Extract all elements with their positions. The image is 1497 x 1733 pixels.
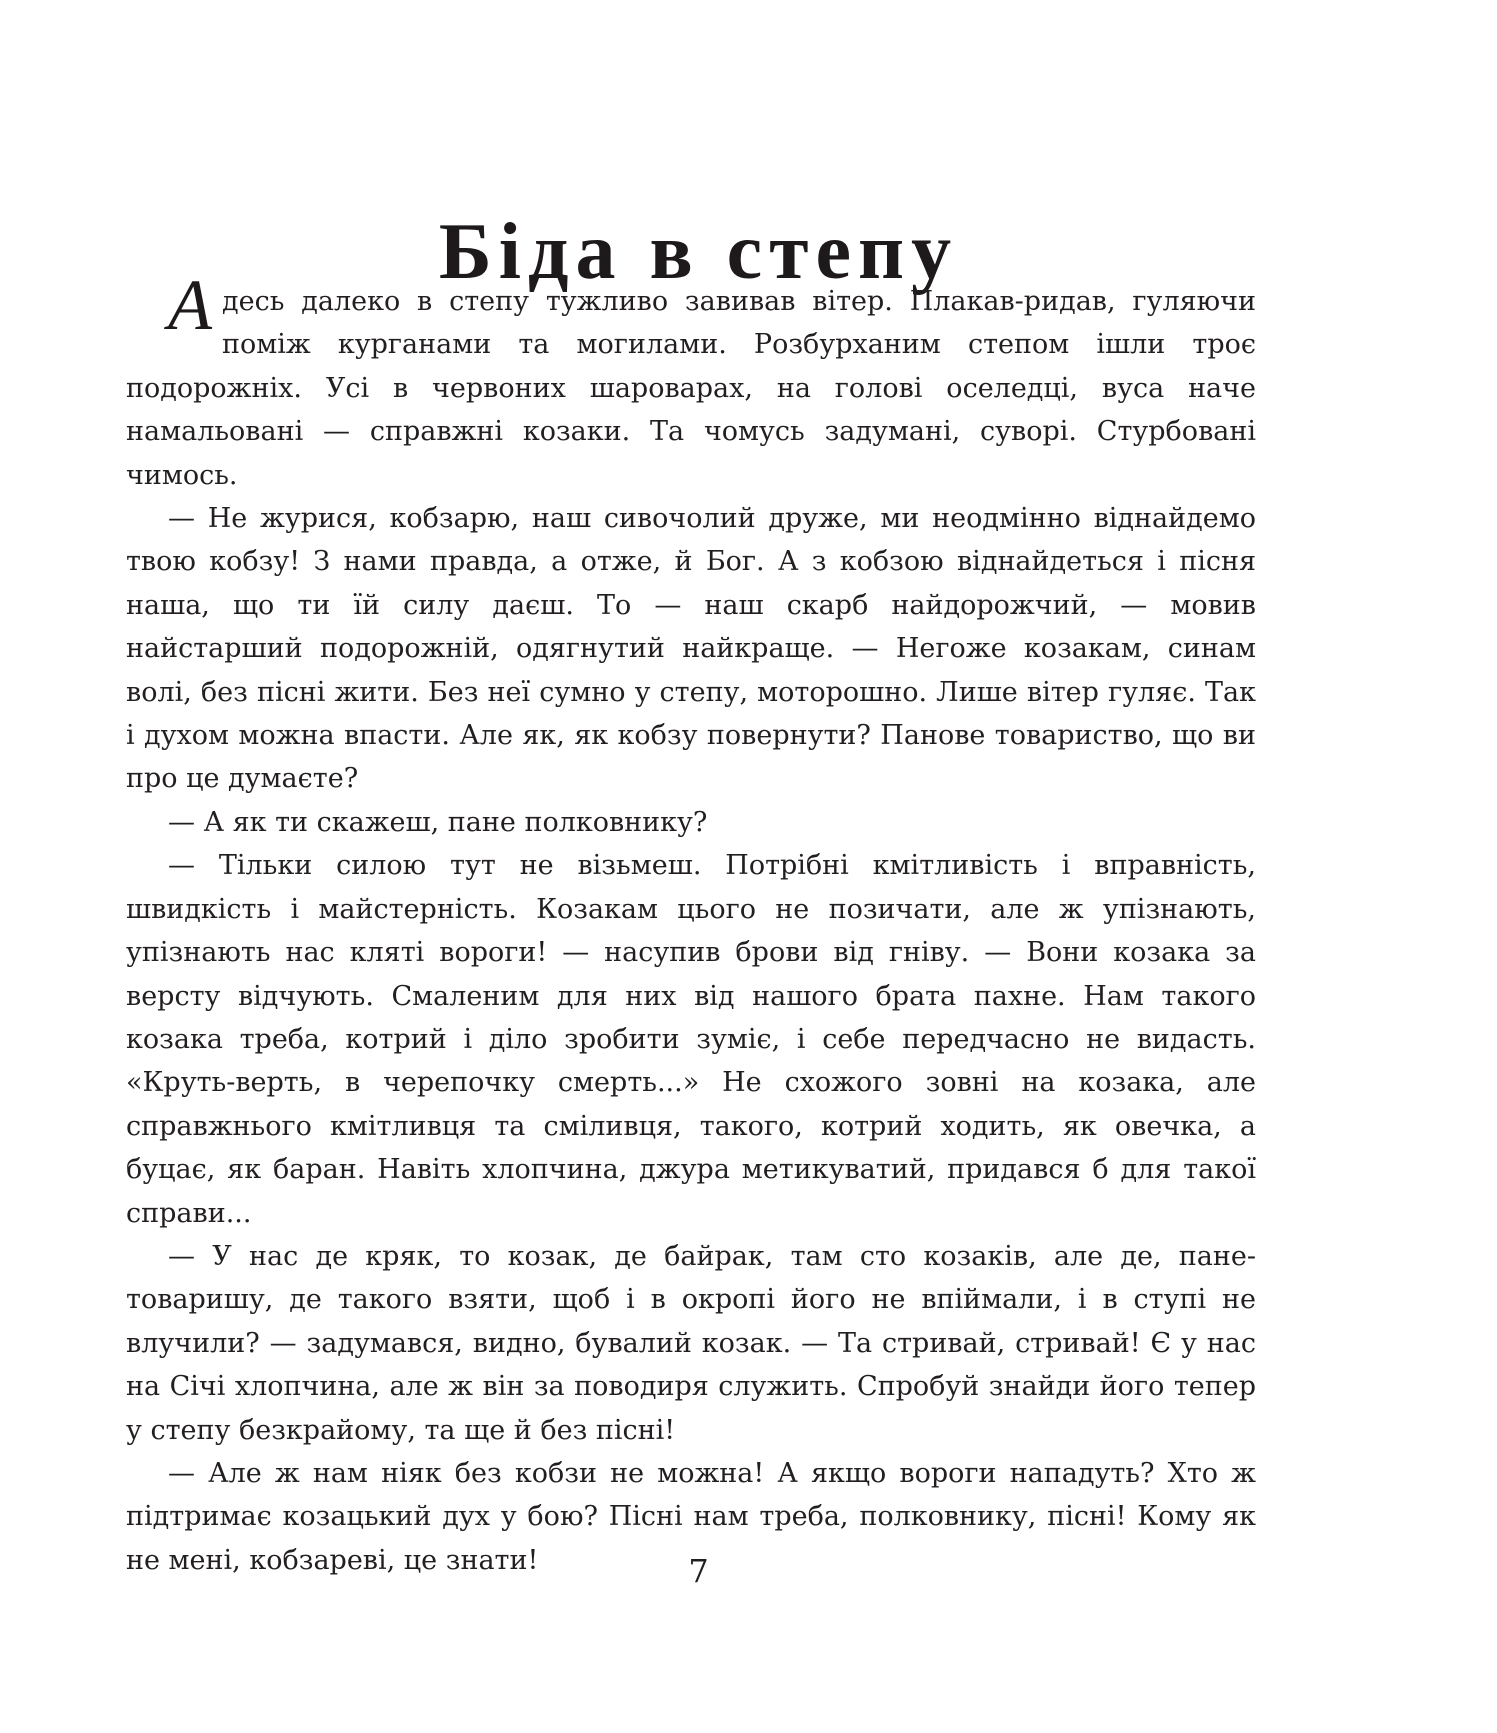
- paragraph: [126, 265, 1256, 497]
- drop-cap: А: [168, 265, 212, 345]
- chapter-text: [126, 265, 1256, 1582]
- paragraph: — Тільки силою тут не візьмеш. Потрібні кмітливість і вправність, швидкість і майстерність. Козакам цього не позичати, але ж упізнають, упізнають нас кляті вороги! — насупив брови від гніву. — Вони козака за версту відчують. Смаленим для них від нашого брата пахне. Нам такого козака треба, котрий і діло зробити зуміє, і себе передчасно не видасть. «Круть-верть, в черепочку смерть...» Не схожого зовні на козака, але справжнього кмітливця та сміливця, такого, котрий ходить, як овечка, а буцає, як баран. Навіть хлопчина, джура метикуватий, придався б для такої справи...: [126, 850, 1256, 1229]
- paragraph: — У нас де кряк, то козак, де байрак, там сто козаків, але де, пане-товаришу, де такого взяти, щоб і в окропі його не впіймали, і в ступі не влучили? — задумався, видно, бувалий козак. — Та стривай, стривай! Є у нас на Січі хлопчина, але ж він за поводиря служить. Спробуй знайди його тепер у степу безкрайому, та ще й без пісні!: [126, 1240, 1256, 1446]
- paragraph: — А як ти скажеш, пане полковнику?: [168, 806, 708, 838]
- paragraph: — Не журися, кобзарю, наш сивочолий друже, ми неодмінно віднайдемо твою кобзу! З нами правда, а отже, й Бог. А з кобзою віднайдеться і пісня наша, що ти їй силу даєш. То — наш скарб найдорожчий, — мовив найстарший подорожній, одягнутий найкраще. — Негоже козакам, синам волі, без пісні жити. Без неї сумно у степу, моторошно. Лише вітер гуляє. Так і духом можна впасти. Але як, як кобзу повернути? Панове товариство, що ви про це думаєте?: [126, 503, 1256, 795]
- chapter-title: Біда в степу: [438, 207, 959, 296]
- paragraph: — Але ж нам ніяк без кобзи не можна! А якщо вороги нападуть? Хто ж підтримає козацький дух у бою? Пісні нам треба, полковнику, пісні! Кому як не мені, кобзареві, це знати!: [126, 1457, 1256, 1576]
- page-number: 7: [688, 1552, 709, 1590]
- paragraph-text: десь далеко в степу тужливо завивав вітер. Плакав-ридав, гуляючи поміж курганами та могилами. Розбурханим степом ішли троє подорожніх. Усі в червоних шароварах, на голові оселедці, вуса наче намальовані — справжні козаки. Та чомусь задумані, суворі. Стурбовані чимось.: [126, 286, 1256, 491]
